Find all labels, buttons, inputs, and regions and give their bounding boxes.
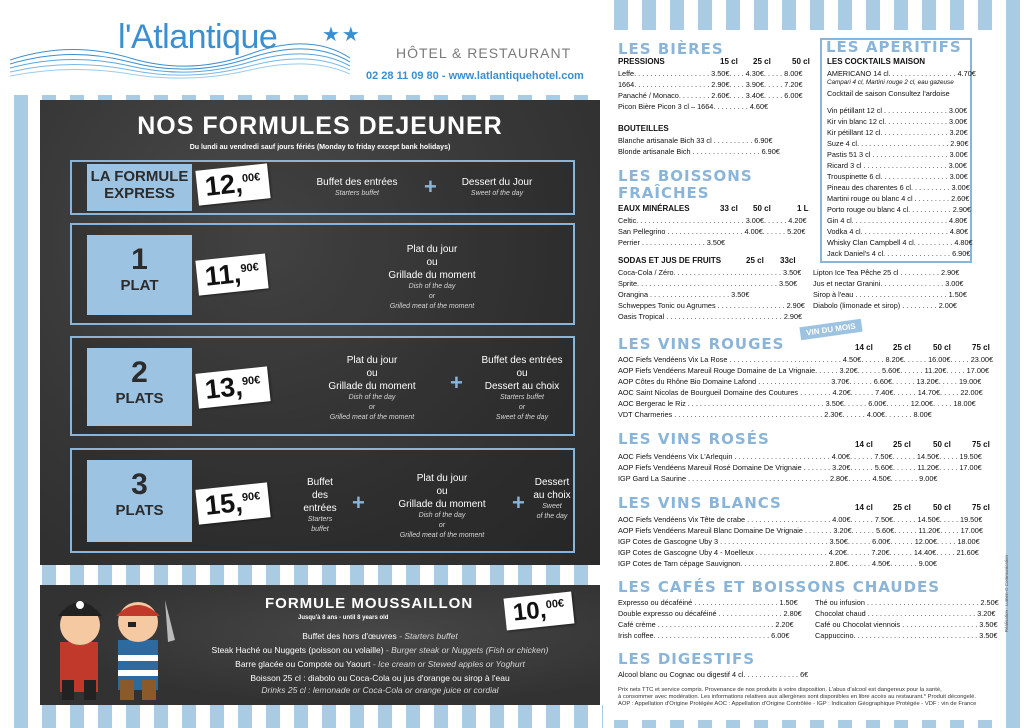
soda-row: Orangina . . . . . . . . . . . . . . . . . . . . 3.50€ [618, 290, 750, 299]
soda-row: Schweppes Tonic ou Agrumes . . . . . . . . . . . . . . . . . 2.90€ [618, 301, 805, 310]
pirate-kids-illustration-icon [50, 580, 190, 705]
section-title-bieres: LES BIÈRES [618, 40, 724, 58]
plat2-b5: or [518, 404, 526, 411]
plat2-a2: ou [366, 368, 378, 379]
plus-icon: + [352, 490, 365, 515]
eau-row: Celtic. . . . . . . . . . . . . . . . . . . . . . . . . . . 3.00€. . . . . . 4.20€ [618, 216, 807, 225]
plat2-price-main: 13, [203, 371, 245, 405]
plat3-b2: ou [436, 486, 448, 497]
express-item2-text: Dessert du Jour [461, 177, 533, 188]
moussaillon-line5: Drinks 25 cl : lemonade or Coca-Cola or orange juice or cordial [261, 685, 499, 695]
blancs-col-25: 25 cl [893, 503, 911, 512]
roses-col-50: 50 cl [933, 440, 951, 449]
aperitif-row: Gin 4 cl. . . . . . . . . . . . . . . . . . . . . . . . 4.80€ [827, 216, 968, 225]
vin-rose-row: AOP Fiefs Vendéens Mareuil Rosé Domaine De Vrignaie . . . . . . . 3.20€. . . . . . 5.60€. . . . . . 11.20€. . . . . 17.00€ [618, 463, 982, 472]
plat3-price [195, 482, 270, 524]
board-title: NOS FORMULES DEJEUNER [137, 112, 503, 140]
plat2-a1: Plat du jour [346, 355, 398, 366]
plat2-a5: or [368, 404, 376, 411]
plat3-c4: of the day [536, 513, 568, 520]
section-title-fraiches-2: FRAÎCHES [618, 184, 710, 202]
plat1-l6: Grilled meat of the moment [389, 303, 475, 310]
express-item2-en: Sweet of the day [470, 190, 524, 197]
rouges-col-25: 25 cl [893, 343, 911, 352]
plat2-col-a [297, 354, 447, 423]
plat3-col-b [372, 472, 512, 541]
aperitif-row: Ricard 3 cl . . . . . . . . . . . . . . . . . . . . . 3.00€ [827, 161, 967, 170]
bieres-header-bouteilles: BOUTEILLES [618, 124, 669, 133]
formula-express [70, 160, 575, 215]
plat2-label [87, 348, 192, 426]
plat2-b2: ou [516, 368, 528, 379]
aperitifs-header-cocktails: LES COCKTAILS MAISON [827, 57, 926, 66]
aperitif-row: Vodka 4 cl. . . . . . . . . . . . . . . . . . . . . . 4.80€ [827, 227, 969, 236]
fraiches-header-sodas: SODAS ET JUS DE FRUITS [618, 256, 722, 265]
contact-info: 02 28 11 09 80 - www.latlantiquehotel.com [366, 70, 584, 82]
express-item1 [297, 176, 417, 199]
vin-blanc-row: IGP Cotes de Tarn cépage Sauvignon. . . . . . . . . . . . . . . . . . . . . . 2.80€. . . . . . 4.50€. . . . . . . 9.00€ [618, 559, 937, 568]
plat1-l1: Plat du jour [406, 244, 458, 255]
plat2-a4: Dish of the day [348, 394, 396, 401]
vin-blanc-row: AOC Fiefs Vendéens Vix Tête de crabe . . . . . . . . . . . . . . . . . . . . . 4.00€. . . . . . 7.50€. . . . . . 14.50€. . . . . 19.50€ [618, 515, 983, 524]
vin-rouge-row: AOP Côtes du Rhône Bio Domaine Lafond . . . . . . . . . . . . . . . . . . 3.70€. . . . . . 6.60€. . . . . . 13.20€. . . . . 19.00€ [618, 377, 982, 386]
moussaillon-l2: Steak Haché ou Nuggets (poisson ou volaille) [211, 645, 384, 655]
moussaillon-price-cents: 00€ [545, 597, 565, 612]
vin-blanc-row: AOP Fiefs Vendéens Mareuil Blanc Domaine De Vrignaie . . . . . . . 3.20€. . . . . . 5.60€. . . . . . 11.20€. . . . . 17.00€ [618, 526, 983, 535]
bieres-col-15: 15 cl [720, 57, 738, 66]
express-price-main: 12, [203, 168, 245, 202]
plus-icon: + [424, 174, 437, 199]
plat1-number: 1 [131, 243, 148, 276]
fraiches-col-1l: 1 L [797, 204, 809, 213]
express-label-line2: EXPRESS [104, 185, 175, 202]
plat2-b6: Sweet of the day [495, 414, 549, 421]
aperitif-row: Kir pétillant 12 cl. . . . . . . . . . . . . . . . . 3.20€ [827, 128, 968, 137]
vin-blanc-row: IGP Cotes de Gascogne Uby 3 . . . . . . . . . . . . . . . . . . . . . . . . . . . 3.50€. . . . . . 6.00€. . . . . . 12.00€. . . . . 18.00€ [618, 537, 980, 546]
plat1-l2: ou [426, 257, 438, 268]
rouges-col-75: 75 cl [972, 343, 990, 352]
plat3-c3: Sweet [542, 503, 562, 510]
plat1-l3: Grillade du moment [388, 270, 476, 281]
soda-row: Oasis Tropical . . . . . . . . . . . . . . . . . . . . . . . . . . . . . 2.90€ [618, 312, 803, 321]
aperitif-row: Kir vin blanc 12 cl. . . . . . . . . . . . . . . . 3.00€ [827, 117, 968, 126]
section-title-rouges: LES VINS ROUGES [618, 335, 785, 353]
section-title-cafes: LES CAFÉS ET BOISSONS CHAUDES [618, 578, 941, 596]
plat3-b4: Dish of the day [418, 512, 466, 519]
vin-rouge-row: AOP Fiefs Vendéens Mareuil Rouge Domaine de La Vrignaie. . . . . . 3.20€. . . . . . 5.60€. . . . . . 11.20€. . . . . 17.00€ [618, 366, 990, 375]
vin-rouge-row: AOC Fiefs Vendéens Vix La Rose . . . . . . . . . . . . . . . . . . . . . . . . . . . . 4.50€. . . . . . 8.20€. . . . . . 16.00€. . . . . 23.00€ [618, 355, 994, 364]
aperitif-row: Martini rouge ou blanc 4 cl . . . . . . . . . 2.60€ [827, 194, 970, 203]
plat2-b3: Dessert au choix [484, 381, 560, 392]
soda-row: Coca-Cola / Zéro. . . . . . . . . . . . . . . . . . . . . . . . . . . 3.50€ [618, 268, 802, 277]
section-title-blancs: LES VINS BLANCS [618, 494, 782, 512]
plat1-l5: or [428, 293, 436, 300]
plat2-col-b [467, 354, 577, 423]
vin-blanc-row: IGP Cotes de Gascogne Uby 4 - Moelleux . . . . . . . . . . . . . . . . . . 4.20€. . . . . . 7.20€. . . . . . 14.40€. . . . . 21.60€ [618, 548, 979, 557]
plat3-b5: or [438, 522, 446, 529]
soda-row-right: Sirop à l'eau . . . . . . . . . . . . . . . . . . . . . . . 1.50€ [813, 290, 967, 299]
section-title-roses: LES VINS ROSÉS [618, 430, 770, 448]
moussaillon-price-main: 10, [511, 596, 548, 627]
express-item1-en: Starters buffet [335, 190, 379, 197]
plus-icon: + [450, 370, 463, 395]
cafe-row-right: Cappuccino. . . . . . . . . . . . . . . . . . . . . . . . . . . . . . . 3.50€ [815, 631, 998, 640]
section-title-fraiches-1: LES BOISSONS [618, 167, 753, 185]
formula-3-plats [70, 448, 575, 553]
moussaillon-line4: Boisson 25 cl : diabolo ou Coca-Cola ou jus d'orange ou sirop à l'eau [250, 673, 510, 683]
moussaillon-line1 [180, 630, 580, 642]
eau-row: San Pellegrino . . . . . . . . . . . . . . . . . . . 4.00€. . . . . . 5.20€ [618, 227, 806, 236]
lunch-formulas-board [40, 100, 600, 565]
express-item2 [447, 176, 547, 199]
plat2-a3: Grillade du moment [328, 381, 416, 392]
soda-row-right: Jus et nectar Granini. . . . . . . . . . . . . . . . 3.00€ [813, 279, 964, 288]
bieres-col-25: 25 cl [753, 57, 771, 66]
plat3-price-cents: 90€ [241, 490, 261, 504]
biere-row: 1664. . . . . . . . . . . . . . . . . . . 2.90€. . . . 3.90€. . . . . 7.20€ [618, 80, 803, 89]
vin-rouge-row: VDT Charmeries . . . . . . . . . . . . . . . . . . . . . . . . . . . . . . . . . . . . . 2.30€. . . . . . 4.00€. . . . . . . 8.00€ [618, 410, 932, 419]
bottom-stripes [0, 705, 603, 728]
fraiches-header-eaux: EAUX MINÉRALES [618, 204, 690, 213]
plat3-label-text: PLATS [115, 502, 164, 519]
board-subtitle: Du lundi au vendredi sauf jours fériés (Monday to friday except bank holidays) [189, 144, 451, 151]
bieres-col-50: 50 cl [792, 57, 810, 66]
rouges-col-14: 14 cl [855, 343, 873, 352]
section-title-aperitifs: LES APÉRITIFS [826, 38, 962, 56]
soda-row: Sprite. . . . . . . . . . . . . . . . . . . . . . . . . . . . . . . . . . . 3.50€ [618, 279, 798, 288]
plat3-a1: Buffet [307, 477, 333, 488]
plat3-b1: Plat du jour [416, 473, 468, 484]
plat3-a5: buffet [311, 526, 329, 533]
moussaillon-price [504, 592, 575, 631]
plat2-b4: Starters buffet [500, 394, 544, 401]
moussaillon-l1-en: - Starters buffet [399, 631, 458, 641]
aperitif-row: Suze 4 cl. . . . . . . . . . . . . . . . . . . . . . . 2.90€ [827, 139, 969, 148]
sodas-col-33: 33cl [780, 256, 796, 265]
stars-icon: ★★ [322, 24, 362, 46]
biere-bouteille-row: Blonde artisanale Bich . . . . . . . . . . . . . . . . . 6.90€ [618, 147, 780, 156]
moussaillon-l2-en: - Burger steak or Nuggets (Fish or chicken) [385, 645, 549, 655]
plat1-price [195, 253, 269, 295]
plat1-text [342, 243, 522, 312]
biere-row: Leffe. . . . . . . . . . . . . . . . . . . 3.50€. . . . 4.30€. . . . . 8.00€ [618, 69, 803, 78]
footer-line3: AOP : Appellation d'Origine Protégée AOC : Appellation d'Origine Contrôlée - IGP : Indication Géographique Protégée - VDF : vin de France [618, 701, 977, 707]
roses-col-25: 25 cl [893, 440, 911, 449]
plat3-b3: Grillade du moment [398, 499, 486, 510]
moussaillon-line2 [180, 644, 580, 656]
cafe-row-right: Chocolat chaud . . . . . . . . . . . . . . . . . . . . . . . . . . . 3.20€ [815, 609, 996, 618]
aperitif-row: Vin pétillant 12 cl . . . . . . . . . . . . . . . . 3.00€ [827, 106, 968, 115]
vin-du-mois-badge: VIN DU MOIS [799, 319, 862, 340]
credits-vertical: Réalisation : Lumen-O Communication [1004, 555, 1009, 633]
plat1-l4: Dish of the day [408, 283, 456, 290]
plat3-number: 3 [131, 468, 148, 501]
plat3-col-c [527, 476, 577, 522]
moussaillon-title: FORMULE MOUSSAILLON [265, 595, 474, 612]
roses-col-14: 14 cl [855, 440, 873, 449]
vin-rose-row: AOC Fiefs Vendéens Vix L'Arlequin . . . . . . . . . . . . . . . . . . . . . . . . 4.00€. . . . . . 7.50€. . . . . . 14.50€. . . . . 19.50€ [618, 452, 982, 461]
vin-rouge-row: AOC Saint Nicolas de Bourgueil Domaine des Coutures . . . . . . . . 4.20€. . . . . . 7.40€. . . . . . 14.70€. . . . . 22.00€ [618, 388, 983, 397]
aperitif-row: Cocktail de saison Consultez l'ardoise [827, 89, 950, 98]
section-title-digestifs: LES DIGESTIFS [618, 650, 756, 668]
logo-title: l'Atlantique [118, 18, 278, 56]
aperitif-row: Jack Daniel's 4 cl. . . . . . . . . . . . . . . . . 6.90€ [827, 249, 971, 258]
biere-bouteille-row: Blanche artisanale Bich 33 cl . . . . . . . . . . 6.90€ [618, 136, 773, 145]
plat3-a2: des [311, 490, 329, 501]
plat2-a6: Grilled meat of the moment [329, 414, 415, 421]
plat2-b1: Buffet des entrées [481, 355, 563, 366]
vin-rouge-row: AOC Bergerac le Riz . . . . . . . . . . . . . . . . . . . . . . . . . . . . . . . . . . 3.50€. . . . . . 6.00€. . . . . . 12.00€. . . . . 18.00€ [618, 399, 976, 408]
aperitif-row: Whisky Clan Campbell 4 cl. . . . . . . . . . 4.80€ [827, 238, 973, 247]
cafe-row: Café crème . . . . . . . . . . . . . . . . . . . . . . . . . . . . . 2.20€ [618, 620, 794, 629]
plat3-a3: entrées [303, 503, 337, 514]
aperitif-row: AMERICANO 14 cl. . . . . . . . . . . . . . . . . 4.70€ [827, 69, 976, 78]
plat3-a4: Starters [307, 516, 333, 523]
plat3-price-main: 15, [203, 487, 245, 521]
footer-line1: Prix nets TTC et service compris. Provenance de nos produits à votre disposition. L'abus d'alcool est dangereux pour la santé, [618, 687, 942, 693]
vin-rose-row: IGP Gard La Saurine . . . . . . . . . . . . . . . . . . . . . . . . . . . . . . . . . . . 2.80€. . . . . . 4.50€. . . . . . . 9.00€ [618, 474, 938, 483]
express-price [195, 163, 270, 205]
rouges-col-50: 50 cl [933, 343, 951, 352]
digestif-row: Alcool blanc ou Cognac ou digestif 4 cl. . . . . . . . . . . . . . 6€ [618, 670, 809, 679]
fraiches-col-50: 50 cl [753, 204, 771, 213]
express-item1-text: Buffet des entrées [316, 177, 398, 188]
cafe-row-right: Café ou Chocolat viennois . . . . . . . . . . . . . . . . . . . 3.50€ [815, 620, 998, 629]
plat3-col-a [290, 476, 350, 535]
header [0, 0, 600, 95]
footer-line2: à consommer avec modération. Les informations relatives aux allergènes sont disponibles en libre accès au restaurant.* Produit décongelé. [618, 694, 976, 700]
formula-1-plat [70, 223, 575, 325]
express-label [87, 164, 192, 211]
express-label-line1: LA FORMULE [90, 168, 189, 185]
sodas-col-25: 25 cl [746, 256, 764, 265]
moussaillon-line3 [180, 658, 580, 670]
plat2-price [195, 366, 270, 408]
plat1-price-main: 11, [203, 258, 243, 292]
moussaillon-l3-en: - Ice cream or Stewed apples or Yoghurt [372, 659, 525, 669]
soda-row-right: Lipton Ice Tea Pêche 25 cl . . . . . . . . . . 2.90€ [813, 268, 960, 277]
cafe-row: Double expresso ou décaféiné . . . . . . . . . . . . . . . . 2.80€ [618, 609, 802, 618]
biere-row: Picon Bière Picon 3 cl – 1664. . . . . . . . . 4.60€ [618, 102, 769, 111]
express-price-cents: 00€ [241, 171, 261, 185]
formula-2-plats [70, 336, 575, 436]
plat1-price-cents: 90€ [239, 261, 260, 276]
cafe-row-right: Thé ou infusion . . . . . . . . . . . . . . . . . . . . . . . . . . . . 2.50€ [815, 598, 999, 607]
biere-row: Panaché / Monaco. . . . . . . . 2.60€. . . . 3.40€. . . . . 6.00€ [618, 91, 803, 100]
aperitif-row: Trouspinette 6 cl. . . . . . . . . . . . . . . . . 3.00€ [827, 172, 968, 181]
plus-icon: + [512, 490, 525, 515]
plat2-number: 2 [131, 356, 148, 389]
blancs-col-14: 14 cl [855, 503, 873, 512]
hotel-restaurant-label: HÔTEL & RESTAURANT [396, 45, 572, 61]
moussaillon-l3: Barre glacée ou Compote ou Yaourt [235, 659, 371, 669]
plat2-label-text: PLATS [115, 390, 164, 407]
plat3-label [87, 460, 192, 542]
blancs-col-50: 50 cl [933, 503, 951, 512]
plat1-label-text: PLAT [120, 277, 159, 294]
aperitif-row-note: Campari 4 cl, Martini rouge 2 cl, eau gazeuse [827, 79, 954, 86]
plat2-price-cents: 90€ [241, 374, 261, 388]
aperitif-row: Porto rouge ou blanc 4 cl. . . . . . . . . . . 2.90€ [827, 205, 971, 214]
bieres-header-pressions: PRESSIONS [618, 57, 665, 66]
cafe-row: Expresso ou décaféiné . . . . . . . . . . . . . . . . . . . . . 1.50€ [618, 598, 798, 607]
plat1-label [87, 235, 192, 315]
aperitif-row: Pastis 51 3 cl . . . . . . . . . . . . . . . . . . . 3.00€ [827, 150, 968, 159]
plat3-c1: Dessert [534, 477, 570, 488]
cafe-row: Irish coffee. . . . . . . . . . . . . . . . . . . . . . . . . . . . . 6.00€ [618, 631, 790, 640]
moussaillon-subtitle: Jusqu'à 8 ans - until 8 years old [298, 615, 389, 621]
fraiches-col-33: 33 cl [720, 204, 738, 213]
moussaillon-l1: Buffet des hors d'œuvres [302, 631, 397, 641]
plat3-c2: au choix [533, 490, 571, 501]
aperitif-row: Pineau des charentes 6 cl. . . . . . . . . . 3.00€ [827, 183, 970, 192]
plat3-b6: Grilled meat of the moment [399, 532, 485, 539]
roses-col-75: 75 cl [972, 440, 990, 449]
eau-row: Perrier . . . . . . . . . . . . . . . . 3.50€ [618, 238, 726, 247]
blancs-col-75: 75 cl [972, 503, 990, 512]
soda-row-right: Diabolo (limonade et sirop) . . . . . . . . . 2.00€ [813, 301, 957, 310]
